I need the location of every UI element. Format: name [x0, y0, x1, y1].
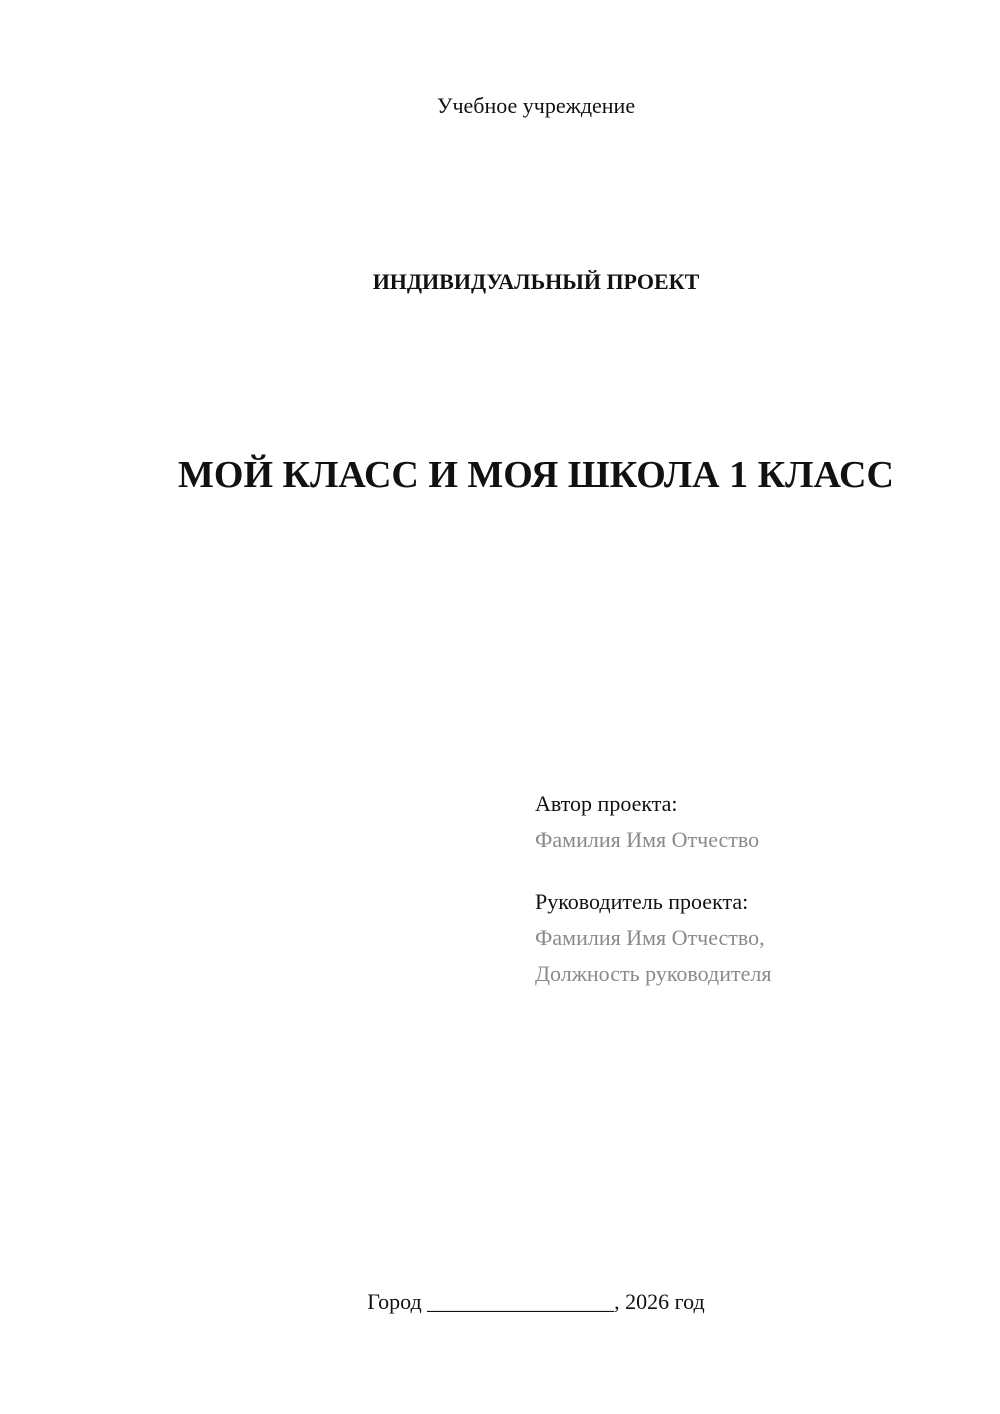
supervisor-position: Должность руководителя [535, 961, 772, 986]
supervisor-label: Руководитель проекта: [535, 889, 749, 914]
project-type-heading: ИНДИВИДУАЛЬНЫЙ ПРОЕКТ [372, 269, 700, 294]
spacer [535, 858, 975, 884]
project-info-block [535, 786, 975, 992]
supervisor-name: Фамилия Имя Отчество, [535, 925, 765, 950]
city-year-line: Город _________________, 2026 год [367, 1289, 705, 1314]
author-label: Автор проекта: [535, 791, 678, 816]
author-name: Фамилия Имя Отчество [535, 827, 760, 852]
project-title: МОЙ КЛАСС И МОЯ ШКОЛА 1 КЛАСС [178, 454, 894, 496]
institution-name: Учебное учреждение [436, 93, 636, 118]
